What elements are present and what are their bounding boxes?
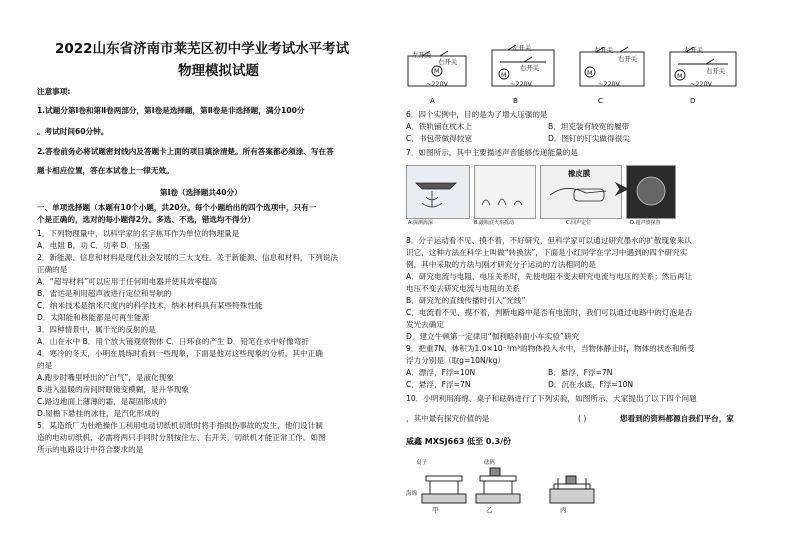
circuit-c-motor: M <box>587 69 593 77</box>
question-2-option-d: D．太阳能和核能都是可再生能源 <box>37 313 150 322</box>
question-1-options: A．电阻 B．功 C．功率 D．压强 <box>37 241 150 250</box>
question-6-option-a: A．铁轨铺在枕木上 <box>406 122 472 131</box>
exam-title: 2022山东省济南市莱芜区初中学业考试水平考试 <box>55 41 350 57</box>
circuit-d-switch-right: 右开关 <box>706 67 726 75</box>
question-10b: ，其中最有探究价值的是 <box>406 414 490 423</box>
question-8-option-a2: 电压不变去研究电流与电阻的关系 <box>406 284 520 293</box>
q7-caption-b: B.敲瓶底火焰摇动 <box>474 220 515 226</box>
question-2-option-b: B．雷达是利用超声波进行定位和导航的 <box>37 289 172 298</box>
circuit-b-voltage: ~220V <box>510 80 532 88</box>
circuit-b-switch-left: 左开关 <box>512 44 532 52</box>
circuit-c-voltage: ~220V <box>598 80 620 88</box>
q7-membrane-label: 橡皮膜 <box>568 169 591 178</box>
circuit-a-motor: M <box>434 67 440 75</box>
seller-info: 威鑫 MXSJ663 低至 0.3/份 <box>406 437 512 446</box>
q7-caption-a: A.探测海深 <box>408 220 433 226</box>
circuit-a-switch-right: 右开关 <box>438 58 458 66</box>
exam-subtitle: 物理模拟试题 <box>178 63 259 79</box>
question-9b: 浮力分别是（取g=10N/kg） <box>406 356 506 365</box>
answer-blank: ( ) <box>578 414 587 423</box>
question-4-option-d: D.屋檐下悬挂的冰柱，是汽化形成的 <box>37 409 160 418</box>
q10-sponge-label: 海绵 <box>406 491 418 497</box>
question-4-option-b: B.进入温暖的房间时眼镜变模糊，是升华现象 <box>37 385 189 394</box>
circuit-a-switch-left: 左开关 <box>412 51 432 59</box>
circuit-a-letter: A <box>430 97 435 105</box>
question-6-option-d: D．图钉的钉尖做得很尖 <box>548 134 630 143</box>
q7-sketches <box>406 165 676 217</box>
question-8-option-b: B．研究光的直线传播时引入“光线” <box>406 296 526 305</box>
question-6-option-b: B．坦克装有较宽的履带 <box>548 122 630 131</box>
question-2-option-c: C．纳米技术是纳米尺度内的科学技术，纳米材料具有某些特殊性能 <box>37 301 263 310</box>
question-2b: 正确的是 <box>37 265 68 274</box>
question-8c: 例，其中采取的方法与刚才研究分子运动的方法相同的是 <box>406 260 596 269</box>
circuit-c-switch-right: 右开关 <box>618 55 638 63</box>
question-8-option-c2: 发光去确定 <box>406 320 444 329</box>
platform-notice: 您看到的资料都源自我们平台，家 <box>620 414 734 423</box>
circuit-a-voltage: ~220V <box>426 80 448 88</box>
question-10a: 10．小明利用海绵、桌子和砝码进行了下列实验，如图所示，大家提出了以下四个问题 <box>406 394 697 403</box>
question-8-option-d: D．建立牛顿第一定律用“伽利略斜面小车实验”研究 <box>406 332 580 341</box>
q10-label-yi: 乙 <box>486 506 493 514</box>
question-8-option-c1: C．电流看不见、摸不着，判断电路中是否有电流时，我们可以通过电路中的灯泡是否 <box>406 308 693 317</box>
question-2-option-a: A．“超导材料”可以应用于任何用电器并使其效率提高 <box>37 277 218 286</box>
circuit-b-letter: B <box>513 97 518 105</box>
question-6: 6．四个实例中，目的是为了增大压强的是 <box>406 110 548 119</box>
question-5c: 所示的电路设计中符合要求的是 <box>37 445 144 454</box>
question-1: 1．下列物理量中，以科学家的名字焦耳作为单位的物理量是 <box>37 229 240 238</box>
question-3-options: A．山在水中 B．用个放大镜观察物体 C．日环食的产生 D．铅笔在水中好像弯折 <box>37 337 309 346</box>
notice-1a: 1.试题分第Ⅰ卷和第Ⅱ卷两部分，第Ⅰ卷是选择题，第Ⅱ卷是非选择题，满分100分 <box>37 106 305 115</box>
question-8-option-a1: A．研究电流与电阻、电压关系时，先使电阻不变去研究电流与电压的关系；然后再让 <box>406 272 693 281</box>
q7-caption-c: C.回声定位 <box>566 220 592 226</box>
notice-heading: 注意事项: <box>37 87 71 96</box>
circuit-b-switch-right: 右开关 <box>520 64 540 72</box>
question-4b: 的是 <box>37 361 53 370</box>
q7-caption-d: D.超声波探查 <box>630 220 661 226</box>
question-4-option-a: A.跑步时嘴里呼出的“白气”，是液化现象 <box>37 373 174 382</box>
q10-weight-label: 砝码 <box>484 460 496 466</box>
question-6-option-c: C．书包带做得较宽 <box>406 134 473 143</box>
q10-table-label: 桌子 <box>416 460 428 466</box>
circuit-d-letter: D <box>690 97 696 105</box>
question-9-option-b: B．悬浮，F浮=7N <box>548 368 613 377</box>
circuit-c-letter: C <box>598 97 603 105</box>
notice-2b: 题卡相应位置，答在本试卷上一律无效。 <box>37 166 174 175</box>
question-4a: 4．寒冷的冬天，小明在晨练时看到一些现象，下面是他对这些现象的分析，其中正确 <box>37 349 323 358</box>
question-9-option-a: A．漂浮，F浮=10N <box>406 368 476 377</box>
question-7: 7．如图所示，其中主要描述声音能够传递能量的是 <box>406 148 578 157</box>
question-9a: 9．把重7N、体积为1.0×10⁻³m³的物体投入水中，当物体静止时，物体的状态和所受 <box>406 344 695 353</box>
question-5a: 5．某造纸厂为杜绝操作工利用电动切纸机切纸时将手指损伤事故的发生，他们设计制 <box>37 421 323 430</box>
section1-heading-a: 一、单项选择题（本题有10个小题，共20分。每个小题给出的四个选项中，只有一 <box>37 203 317 212</box>
circuit-d-voltage: ~220V <box>690 80 712 88</box>
question-9-option-d: D．沉在水底，F浮=10N <box>548 380 634 389</box>
circuit-c-switch-left: 左开关 <box>594 46 614 54</box>
part1-title: 第Ⅰ卷（选择题共40分） <box>160 188 242 197</box>
question-2a: 2．新能源、信息和材料是现代社会发展的三大支柱。关于新能源、信息和材料，下列说法 <box>37 253 338 262</box>
question-9-option-c: C．悬浮，F浮=7N <box>406 380 471 389</box>
question-8b: 识它，这种方法在科学上叫做“转换法”，下面是小红同学在学习中遇到的四个研究实 <box>406 248 688 257</box>
question-3: 3．四种情景中，属于光的反射的是 <box>37 325 156 334</box>
section1-heading-b: 个是正确的，选对的每小题得2分。多选、不选，错选均不得分） <box>37 215 255 224</box>
question-8a: 8．分子运动看不见、摸不着，不好研究，但科学家可以通过研究墨水的扩散现象来认 <box>406 236 692 245</box>
notice-2a: 2.答卷前务必将试题密封线内及答题卡上面的项目填涂清楚。所有答案都必须涂、写在答 <box>37 147 334 156</box>
q10-label-bing: 丙 <box>560 506 567 514</box>
question-5b: 造的电动切纸机，必需将两只手同时分别按住左、右开关，切纸机才能正常工作。如图 <box>37 433 326 442</box>
q10-label-jia: 甲 <box>432 506 439 514</box>
question-4-option-c: C.路边地面上薄薄的霜，是凝固形成的 <box>37 397 167 406</box>
circuit-d-motor: M <box>677 72 683 80</box>
circuit-b-motor: M <box>501 71 507 79</box>
circuit-d-switch-left: 左开关 <box>684 46 704 54</box>
notice-1b: 。考试时间60分钟。 <box>37 127 109 136</box>
